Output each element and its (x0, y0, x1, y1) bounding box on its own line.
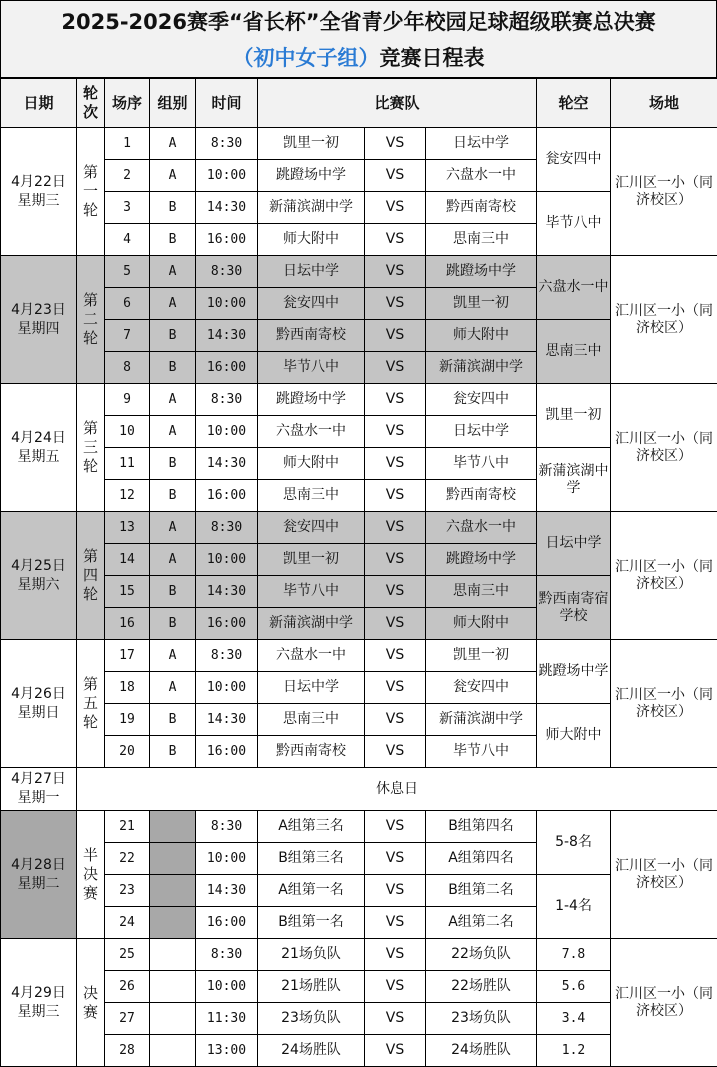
home-team: 毕节八中 (258, 352, 365, 384)
match-group (150, 811, 196, 843)
round-cell-char: 第 (77, 291, 104, 310)
semifinal-date-cell-weekday: 星期二 (1, 875, 76, 894)
home-team: 凯里一初 (258, 128, 365, 160)
round-cell-char: 三 (77, 438, 104, 457)
match-row (1, 128, 717, 160)
semifinal-round-cell-char: 赛 (77, 884, 104, 903)
match-row (1, 512, 717, 544)
match-time: 10:00 (196, 843, 258, 875)
vs-label: VS (365, 128, 426, 160)
round-cell (77, 384, 105, 512)
match-row (1, 320, 717, 352)
home-team: 思南三中 (258, 704, 365, 736)
rest-day-label: 休息日 (77, 768, 717, 811)
final-row (1, 971, 717, 1003)
bye-team: 师大附中 (537, 704, 611, 768)
match-group: A (150, 384, 196, 416)
match-no: 15 (105, 576, 150, 608)
title-schedule-label: 竞赛日程表 (380, 46, 485, 70)
away-team: 六盘水一中 (426, 512, 537, 544)
away-team: 22场胜队 (426, 971, 537, 1003)
home-team: 黔西南寄校 (258, 736, 365, 768)
venue-cell: 汇川区一小（同济校区） (611, 939, 717, 1067)
vs-label: VS (365, 384, 426, 416)
date-cell (1, 128, 77, 256)
away-team: 思南三中 (426, 576, 537, 608)
semifinal-row (1, 811, 717, 843)
final-round-cell-char: 决 (77, 984, 104, 1003)
match-time: 16:00 (196, 352, 258, 384)
vs-label: VS (365, 256, 426, 288)
date-cell (1, 640, 77, 768)
header-time: 时间 (196, 79, 258, 128)
header-teams: 比赛队 (258, 79, 537, 128)
match-no: 22 (105, 843, 150, 875)
vs-label: VS (365, 736, 426, 768)
placement: 7.8 (537, 939, 611, 971)
semifinal-round-cell-char: 半 (77, 846, 104, 865)
away-team: 师大附中 (426, 320, 537, 352)
round-cell (77, 640, 105, 768)
match-no: 9 (105, 384, 150, 416)
match-time: 8:30 (196, 256, 258, 288)
match-row (1, 576, 717, 608)
bye-team: 黔西南寄宿学校 (537, 576, 611, 640)
match-no: 11 (105, 448, 150, 480)
vs-label: VS (365, 224, 426, 256)
home-team: 师大附中 (258, 448, 365, 480)
header-match-no: 场序 (105, 79, 150, 128)
bye-team: 毕节八中 (537, 192, 611, 256)
away-team: 日坛中学 (426, 416, 537, 448)
home-team: 六盘水一中 (258, 416, 365, 448)
match-group (150, 1003, 196, 1035)
round-cell-char: 第 (77, 419, 104, 438)
home-team: 思南三中 (258, 480, 365, 512)
vs-label: VS (365, 160, 426, 192)
date-cell-weekday: 星期三 (1, 192, 76, 211)
match-time: 11:30 (196, 1003, 258, 1035)
vs-label: VS (365, 843, 426, 875)
date-cell-date: 4月24日 (1, 429, 76, 448)
rest-day-row (1, 768, 717, 811)
final-date-cell (1, 939, 77, 1067)
round-cell-char: 四 (77, 566, 104, 585)
match-group (150, 907, 196, 939)
match-time: 8:30 (196, 384, 258, 416)
match-time: 13:00 (196, 1035, 258, 1067)
date-cell (1, 256, 77, 384)
match-group: A (150, 416, 196, 448)
placement: 1.2 (537, 1035, 611, 1067)
schedule-table (0, 78, 717, 1067)
away-team: 24场胜队 (426, 1035, 537, 1067)
match-time: 14:30 (196, 576, 258, 608)
vs-label: VS (365, 704, 426, 736)
away-team: A组第四名 (426, 843, 537, 875)
match-time: 14:30 (196, 320, 258, 352)
match-time: 16:00 (196, 480, 258, 512)
match-group: B (150, 704, 196, 736)
vs-label: VS (365, 320, 426, 352)
home-team: B组第一名 (258, 907, 365, 939)
date-cell-weekday: 星期四 (1, 320, 76, 339)
match-group: B (150, 448, 196, 480)
home-team: 日坛中学 (258, 256, 365, 288)
match-no: 13 (105, 512, 150, 544)
date-cell-weekday: 星期日 (1, 704, 76, 723)
match-no: 18 (105, 672, 150, 704)
bye-team: 六盘水一中 (537, 256, 611, 320)
match-time: 8:30 (196, 128, 258, 160)
home-team: A组第三名 (258, 811, 365, 843)
header-group: 组别 (150, 79, 196, 128)
match-no: 27 (105, 1003, 150, 1035)
vs-label: VS (365, 448, 426, 480)
match-time: 8:30 (196, 512, 258, 544)
match-row (1, 256, 717, 288)
vs-label: VS (365, 971, 426, 1003)
match-time: 8:30 (196, 640, 258, 672)
venue-cell: 汇川区一小（同济校区） (611, 640, 717, 768)
match-no: 2 (105, 160, 150, 192)
away-team: 新蒲滨湖中学 (426, 704, 537, 736)
match-group: B (150, 352, 196, 384)
bye-team: 瓮安四中 (537, 128, 611, 192)
home-team: 师大附中 (258, 224, 365, 256)
home-team: 凯里一初 (258, 544, 365, 576)
match-group (150, 843, 196, 875)
date-cell-date: 4月23日 (1, 301, 76, 320)
header-venue: 场地 (611, 79, 717, 128)
round-cell-char: 轮 (77, 713, 104, 732)
match-row (1, 192, 717, 224)
semifinal-date-cell (1, 811, 77, 939)
round-cell-char: 五 (77, 694, 104, 713)
away-team: 瓮安四中 (426, 384, 537, 416)
home-team: 新蒲滨湖中学 (258, 608, 365, 640)
match-time: 10:00 (196, 416, 258, 448)
match-group (150, 939, 196, 971)
away-team: 跳蹬场中学 (426, 544, 537, 576)
match-no: 24 (105, 907, 150, 939)
header-row (1, 79, 717, 128)
vs-label: VS (365, 875, 426, 907)
home-team: 新蒲滨湖中学 (258, 192, 365, 224)
semifinal-date-cell-date: 4月28日 (1, 856, 76, 875)
vs-label: VS (365, 1003, 426, 1035)
vs-label: VS (365, 608, 426, 640)
home-team: 瓮安四中 (258, 512, 365, 544)
vs-label: VS (365, 640, 426, 672)
venue-cell: 汇川区一小（同济校区） (611, 384, 717, 512)
match-time: 16:00 (196, 907, 258, 939)
round-cell-char: 第 (77, 675, 104, 694)
away-team: 日坛中学 (426, 128, 537, 160)
home-team: 黔西南寄校 (258, 320, 365, 352)
away-team: 跳蹬场中学 (426, 256, 537, 288)
match-group: B (150, 192, 196, 224)
semifinal-round-cell-char: 决 (77, 865, 104, 884)
bye-team: 日坛中学 (537, 512, 611, 576)
match-no: 26 (105, 971, 150, 1003)
match-group: A (150, 640, 196, 672)
date-cell-date: 4月25日 (1, 557, 76, 576)
match-group: A (150, 672, 196, 704)
match-group: A (150, 512, 196, 544)
match-time: 10:00 (196, 544, 258, 576)
match-row (1, 704, 717, 736)
match-no: 25 (105, 939, 150, 971)
vs-label: VS (365, 939, 426, 971)
match-group: A (150, 128, 196, 160)
final-row (1, 1003, 717, 1035)
schedule-title (0, 0, 717, 78)
semifinal-round-cell (77, 811, 105, 939)
rest-date-cell-date: 4月27日 (1, 770, 76, 789)
home-team: 跳蹬场中学 (258, 160, 365, 192)
final-date-cell-weekday: 星期三 (1, 1003, 76, 1022)
rest-date-cell-weekday: 星期一 (1, 789, 76, 808)
away-team: 六盘水一中 (426, 160, 537, 192)
vs-label: VS (365, 352, 426, 384)
round-cell-char: 第 (77, 547, 104, 566)
semifinal-row (1, 875, 717, 907)
round-cell-char: 轮 (77, 329, 104, 348)
bye-team: 新蒲滨湖中学 (537, 448, 611, 512)
match-no: 16 (105, 608, 150, 640)
away-team: 师大附中 (426, 608, 537, 640)
away-team: A组第二名 (426, 907, 537, 939)
home-team: 瓮安四中 (258, 288, 365, 320)
vs-label: VS (365, 480, 426, 512)
header-date: 日期 (1, 79, 77, 128)
date-cell-weekday: 星期五 (1, 448, 76, 467)
match-row (1, 640, 717, 672)
date-cell (1, 384, 77, 512)
semifinal-bracket: 1-4名 (537, 875, 611, 939)
home-team: 21场负队 (258, 939, 365, 971)
vs-label: VS (365, 544, 426, 576)
away-team: 思南三中 (426, 224, 537, 256)
match-time: 14:30 (196, 448, 258, 480)
bye-team: 凯里一初 (537, 384, 611, 448)
away-team: 23场负队 (426, 1003, 537, 1035)
match-group: A (150, 544, 196, 576)
match-row (1, 384, 717, 416)
vs-label: VS (365, 672, 426, 704)
away-team: 凯里一初 (426, 288, 537, 320)
away-team: 22场负队 (426, 939, 537, 971)
vs-label: VS (365, 907, 426, 939)
home-team: A组第一名 (258, 875, 365, 907)
match-time: 10:00 (196, 971, 258, 1003)
match-no: 14 (105, 544, 150, 576)
vs-label: VS (365, 1035, 426, 1067)
semifinal-bracket: 5-8名 (537, 811, 611, 875)
match-group: A (150, 288, 196, 320)
round-cell-char: 第 (77, 163, 104, 182)
home-team: 日坛中学 (258, 672, 365, 704)
round-cell-char: 轮 (77, 457, 104, 476)
match-no: 17 (105, 640, 150, 672)
match-time: 8:30 (196, 939, 258, 971)
rest-date-cell (1, 768, 77, 811)
vs-label: VS (365, 416, 426, 448)
match-group: A (150, 256, 196, 288)
match-no: 4 (105, 224, 150, 256)
away-team: 黔西南寄校 (426, 480, 537, 512)
vs-label: VS (365, 576, 426, 608)
away-team: B组第四名 (426, 811, 537, 843)
match-time: 14:30 (196, 192, 258, 224)
match-group: B (150, 576, 196, 608)
title-line-2 (1, 41, 716, 75)
match-no: 19 (105, 704, 150, 736)
match-time: 16:00 (196, 224, 258, 256)
match-time: 10:00 (196, 288, 258, 320)
match-time: 10:00 (196, 672, 258, 704)
match-group: B (150, 224, 196, 256)
match-time: 14:30 (196, 875, 258, 907)
home-team: 跳蹬场中学 (258, 384, 365, 416)
away-team: 毕节八中 (426, 736, 537, 768)
match-time: 14:30 (196, 704, 258, 736)
match-no: 20 (105, 736, 150, 768)
round-cell-char: 二 (77, 310, 104, 329)
home-team: 23场负队 (258, 1003, 365, 1035)
match-group (150, 971, 196, 1003)
venue-cell: 汇川区一小（同济校区） (611, 512, 717, 640)
away-team: 黔西南寄校 (426, 192, 537, 224)
match-time: 16:00 (196, 736, 258, 768)
date-cell-date: 4月22日 (1, 173, 76, 192)
match-no: 5 (105, 256, 150, 288)
match-time: 16:00 (196, 608, 258, 640)
venue-cell: 汇川区一小（同济校区） (611, 811, 717, 939)
match-no: 6 (105, 288, 150, 320)
final-row (1, 939, 717, 971)
home-team: B组第三名 (258, 843, 365, 875)
final-date-cell-date: 4月29日 (1, 984, 76, 1003)
match-group (150, 1035, 196, 1067)
match-no: 7 (105, 320, 150, 352)
home-team: 24场胜队 (258, 1035, 365, 1067)
round-cell (77, 256, 105, 384)
match-no: 10 (105, 416, 150, 448)
match-group: B (150, 736, 196, 768)
away-team: 毕节八中 (426, 448, 537, 480)
final-row (1, 1035, 717, 1067)
match-no: 3 (105, 192, 150, 224)
home-team: 毕节八中 (258, 576, 365, 608)
match-no: 21 (105, 811, 150, 843)
round-cell (77, 512, 105, 640)
away-team: 瓮安四中 (426, 672, 537, 704)
round-cell-char: 轮 (77, 585, 104, 604)
home-team: 六盘水一中 (258, 640, 365, 672)
placement: 5.6 (537, 971, 611, 1003)
header-round: 轮次 (77, 79, 105, 128)
match-group (150, 875, 196, 907)
placement: 3.4 (537, 1003, 611, 1035)
vs-label: VS (365, 288, 426, 320)
match-group: B (150, 480, 196, 512)
home-team: 21场胜队 (258, 971, 365, 1003)
match-group: B (150, 320, 196, 352)
away-team: 新蒲滨湖中学 (426, 352, 537, 384)
bye-team: 跳蹬场中学 (537, 640, 611, 704)
match-group: B (150, 608, 196, 640)
match-no: 12 (105, 480, 150, 512)
vs-label: VS (365, 512, 426, 544)
final-round-cell (77, 939, 105, 1067)
match-group: A (150, 160, 196, 192)
bye-team: 思南三中 (537, 320, 611, 384)
round-cell-char: 一 (77, 182, 104, 201)
match-time: 10:00 (196, 160, 258, 192)
header-bye: 轮空 (537, 79, 611, 128)
match-no: 23 (105, 875, 150, 907)
match-no: 1 (105, 128, 150, 160)
match-row (1, 448, 717, 480)
vs-label: VS (365, 192, 426, 224)
match-no: 28 (105, 1035, 150, 1067)
round-cell (77, 128, 105, 256)
date-cell (1, 512, 77, 640)
match-no: 8 (105, 352, 150, 384)
venue-cell: 汇川区一小（同济校区） (611, 128, 717, 256)
match-time: 8:30 (196, 811, 258, 843)
round-cell-char: 轮 (77, 201, 104, 220)
final-round-cell-char: 赛 (77, 1003, 104, 1022)
away-team: 凯里一初 (426, 640, 537, 672)
date-cell-weekday: 星期六 (1, 576, 76, 595)
title-group-label: （初中女子组） (233, 46, 380, 70)
away-team: B组第二名 (426, 875, 537, 907)
vs-label: VS (365, 811, 426, 843)
title-line-1: 2025-2026赛季“省长杯”全省青少年校园足球超级联赛总决赛 (1, 1, 716, 41)
date-cell-date: 4月26日 (1, 685, 76, 704)
venue-cell: 汇川区一小（同济校区） (611, 256, 717, 384)
